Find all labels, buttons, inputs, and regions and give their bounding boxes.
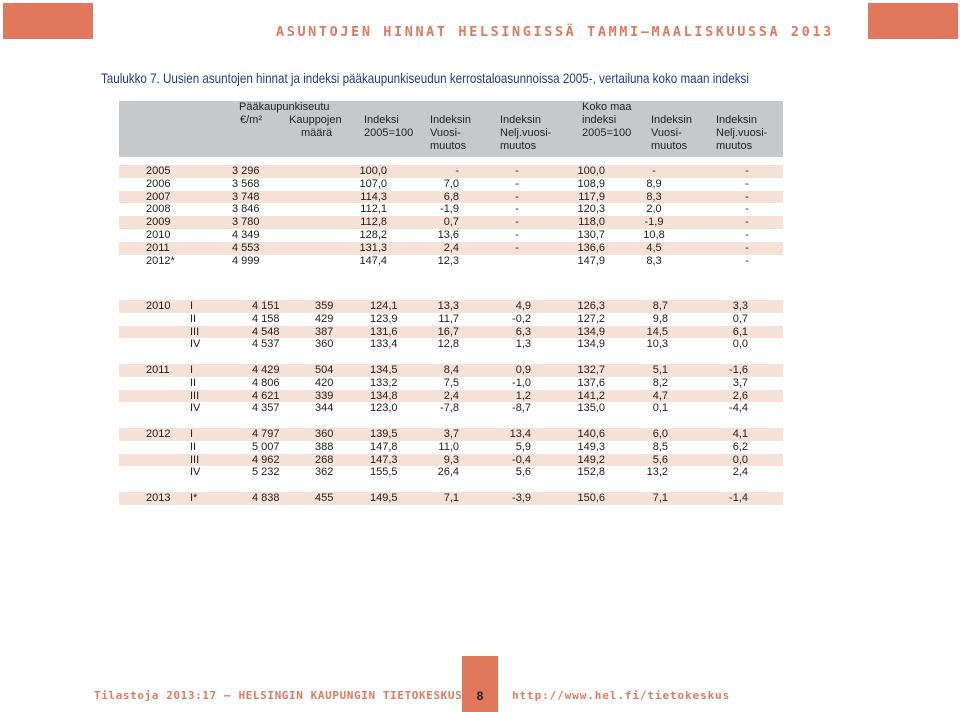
fi-quarter-change-cell: 2,6 xyxy=(732,389,748,402)
price-cell: 4 537 xyxy=(252,338,280,351)
quarter-change-cell: 5,6 xyxy=(515,466,531,479)
yoy-cell: 0,7 xyxy=(443,216,459,229)
quarter-cell: IV xyxy=(190,338,201,351)
group-spacer xyxy=(119,479,783,492)
fi-quarter-change-cell: - xyxy=(745,241,749,254)
fi-yoy-cell: 8,3 xyxy=(646,190,662,203)
fi-index-cell: 130,7 xyxy=(577,228,605,241)
fi-yoy-cell: 10,8 xyxy=(643,228,665,241)
price-cell: 4 158 xyxy=(252,312,280,325)
quarter-cell: II xyxy=(190,440,197,453)
fi-yoy-cell: 4,7 xyxy=(652,389,668,402)
count-cell: 360 xyxy=(315,338,334,351)
yoy-cell: 8,4 xyxy=(443,363,459,376)
quarter-cell: II xyxy=(190,376,197,389)
year-cell: 2010 xyxy=(146,228,171,241)
index-cell: 114,3 xyxy=(360,190,387,203)
header-fi-index-1: indeksi xyxy=(582,114,617,126)
price-cell: 4 999 xyxy=(232,254,260,267)
price-cell: 4 548 xyxy=(252,325,280,338)
fi-yoy-cell: 8,3 xyxy=(646,254,662,267)
fi-yoy-cell: 0,1 xyxy=(652,402,668,415)
table-row xyxy=(119,178,783,191)
header-fi-quarter-1: Indeksin xyxy=(716,114,757,126)
fi-index-cell: 120,3 xyxy=(577,203,605,216)
quarter-change-cell: 0,9 xyxy=(515,363,531,376)
yoy-cell: 7,5 xyxy=(443,376,459,389)
yoy-cell: -1,9 xyxy=(440,203,459,216)
yoy-cell: 11,0 xyxy=(438,440,459,453)
fi-quarter-change-cell: -1,6 xyxy=(729,363,748,376)
header-fi-yoy-1: Indeksin xyxy=(651,114,692,126)
fi-index-cell: 136,6 xyxy=(577,241,605,254)
index-cell: 100,0 xyxy=(359,165,387,177)
year-cell: 2012 xyxy=(146,427,171,440)
price-cell: 4 357 xyxy=(252,402,280,415)
quarter-cell: I xyxy=(190,427,194,440)
count-cell: 339 xyxy=(315,389,334,402)
yoy-cell: 9,3 xyxy=(443,453,459,466)
table-row xyxy=(119,255,783,268)
price-cell: 4 962 xyxy=(252,453,280,466)
index-cell: 123,9 xyxy=(370,312,398,325)
fi-index-cell: 118,0 xyxy=(578,216,605,229)
fi-yoy-cell: 5,6 xyxy=(652,453,668,466)
fi-index-cell: 140,6 xyxy=(577,427,605,440)
fi-index-cell: 147,9 xyxy=(577,254,605,267)
group-spacer xyxy=(119,351,783,364)
header-yoy-2: Vuosi- xyxy=(430,127,461,139)
index-cell: 149,5 xyxy=(370,491,398,504)
yoy-cell: 26,4 xyxy=(437,466,459,479)
price-cell: 3 296 xyxy=(232,165,260,177)
fi-quarter-change-cell: 0,0 xyxy=(732,338,748,351)
fi-index-cell: 135,0 xyxy=(577,402,605,415)
table-row xyxy=(119,326,783,339)
table-caption: Taulukko 7. Uusien asuntojen hinnat ja indeksi pääkaupunkiseudun kerrostaloasunnoissa 2005-, vertailuna koko maan indeksi xyxy=(101,70,749,86)
table-row xyxy=(119,229,783,242)
fi-quarter-change-cell: -1,4 xyxy=(729,491,748,504)
index-cell: 112,1 xyxy=(360,203,387,216)
year-cell: 2012* xyxy=(146,254,175,267)
fi-quarter-change-cell: - xyxy=(745,254,749,267)
yoy-cell: 16,7 xyxy=(437,325,459,338)
header-quarter-1: Indeksin xyxy=(500,114,541,126)
yoy-cell: 12,3 xyxy=(437,254,459,267)
fi-yoy-cell: 8,7 xyxy=(652,300,668,312)
quarter-change-cell: 1,3 xyxy=(515,338,531,351)
table-row xyxy=(119,454,783,467)
quarter-cell: IV xyxy=(190,466,201,479)
quarter-cell: IV xyxy=(190,402,201,415)
quarter-cell: I* xyxy=(190,491,198,504)
yoy-cell: 2,4 xyxy=(443,241,459,254)
fi-index-cell: 134,9 xyxy=(577,338,605,351)
fi-index-cell: 117,9 xyxy=(578,190,605,203)
table-row xyxy=(119,203,783,216)
price-cell: 4 806 xyxy=(252,376,280,389)
fi-yoy-cell: 14,5 xyxy=(646,325,668,338)
quarter-change-cell: 4,9 xyxy=(515,300,531,312)
quarter-cell: III xyxy=(190,389,200,402)
fi-quarter-change-cell: - xyxy=(745,203,749,216)
yoy-cell: 13,6 xyxy=(437,228,459,241)
table-row xyxy=(119,364,783,377)
price-cell: 5 232 xyxy=(252,466,280,479)
quarter-change-cell: - xyxy=(515,228,519,241)
fi-index-cell: 150,6 xyxy=(577,491,605,504)
header-quarter-2: Nelj.vuosi- xyxy=(500,127,552,139)
index-cell: 147,4 xyxy=(359,254,387,267)
fi-yoy-cell: -1,9 xyxy=(644,216,664,229)
corner-decoration-left xyxy=(3,3,93,39)
table-row xyxy=(119,441,783,454)
count-cell: 387 xyxy=(315,325,334,338)
fi-quarter-change-cell: - xyxy=(745,177,749,190)
quarter-change-cell: - xyxy=(515,241,519,254)
annual-table xyxy=(119,165,783,267)
table-row xyxy=(119,191,783,204)
quarter-change-cell: 6,3 xyxy=(515,325,531,338)
quarter-cell: III xyxy=(190,453,200,466)
quarter-cell: III xyxy=(190,325,200,338)
table-row xyxy=(119,390,783,403)
table-row xyxy=(119,242,783,255)
index-cell: 123,0 xyxy=(370,402,398,415)
quarter-change-cell: -0,4 xyxy=(512,453,531,466)
quarter-change-cell: - xyxy=(515,203,519,216)
fi-yoy-cell: - xyxy=(652,165,656,177)
table-row xyxy=(119,216,783,229)
yoy-cell: 7,1 xyxy=(443,491,459,504)
table-row xyxy=(119,300,783,313)
fi-quarter-change-cell: - xyxy=(745,228,749,241)
price-cell: 4 349 xyxy=(232,228,260,241)
year-cell: 2007 xyxy=(146,190,171,203)
header-index-1: Indeksi xyxy=(364,114,399,126)
fi-yoy-cell: 8,2 xyxy=(652,376,668,389)
count-cell: 504 xyxy=(315,363,334,376)
year-cell: 2006 xyxy=(146,177,171,190)
fi-quarter-change-cell: 3,7 xyxy=(732,376,748,389)
header-yoy-3: muutos xyxy=(430,140,467,152)
index-cell: 155,5 xyxy=(370,466,398,479)
count-cell: 455 xyxy=(315,491,334,504)
price-cell: 4 151 xyxy=(252,300,280,312)
header-index-2: 2005=100 xyxy=(364,127,414,139)
quarter-change-cell: - xyxy=(515,190,519,203)
fi-yoy-cell: 13,2 xyxy=(646,466,668,479)
count-cell: 420 xyxy=(315,376,334,389)
header-yoy-1: Indeksin xyxy=(430,114,471,126)
fi-index-cell: 134,9 xyxy=(577,325,605,338)
price-cell: 3 568 xyxy=(232,177,260,190)
quarter-change-cell: 1,2 xyxy=(515,389,531,402)
fi-yoy-cell: 8,9 xyxy=(646,177,662,190)
yoy-cell: 13,3 xyxy=(437,300,459,312)
table-row xyxy=(119,313,783,326)
group-spacer xyxy=(119,415,783,428)
index-cell: 112,8 xyxy=(360,216,387,229)
fi-yoy-cell: 5,1 xyxy=(652,363,668,376)
yoy-cell: 12,8 xyxy=(437,338,459,351)
year-cell: 2005 xyxy=(146,165,171,177)
fi-yoy-cell: 6,0 xyxy=(652,427,668,440)
count-cell: 359 xyxy=(315,300,334,312)
fi-quarter-change-cell: - xyxy=(745,190,749,203)
table-row xyxy=(119,377,783,390)
quarter-cell: I xyxy=(190,300,194,312)
fi-quarter-change-cell: 6,2 xyxy=(732,440,748,453)
quarter-change-cell: - xyxy=(515,177,519,190)
yoy-cell: 2,4 xyxy=(443,389,459,402)
year-cell: 2008 xyxy=(146,203,171,216)
fi-quarter-change-cell: 4,1 xyxy=(732,427,748,440)
table-row xyxy=(119,338,783,351)
price-cell: 3 748 xyxy=(232,190,260,203)
header-fi-yoy-3: muutos xyxy=(651,140,688,152)
fi-yoy-cell: 2,0 xyxy=(646,203,662,216)
count-cell: 362 xyxy=(315,466,334,479)
header-quarter-3: muutos xyxy=(500,140,537,152)
year-cell: 2013 xyxy=(146,491,171,504)
fi-yoy-cell: 9,8 xyxy=(652,312,668,325)
fi-quarter-change-cell: 0,0 xyxy=(732,453,748,466)
page-number: 8 xyxy=(476,689,484,703)
fi-index-cell: 132,7 xyxy=(577,363,605,376)
fi-yoy-cell: 10,3 xyxy=(646,338,668,351)
fi-quarter-change-cell: 3,3 xyxy=(732,300,748,312)
fi-quarter-change-cell: - xyxy=(745,216,749,229)
corner-decoration-right xyxy=(868,3,958,39)
footer-publication: Tilastoja 2013:17 — HELSINGIN KAUPUNGIN TIETOKESKUS xyxy=(94,689,463,702)
index-cell: 131,3 xyxy=(359,241,387,254)
fi-yoy-cell: 7,1 xyxy=(652,491,668,504)
header-group-capital-region: Pääkaupunkiseutu xyxy=(239,101,330,113)
year-cell: 2011 xyxy=(146,363,170,376)
fi-index-cell: 108,9 xyxy=(577,177,605,190)
index-cell: 134,8 xyxy=(370,389,398,402)
yoy-cell: 7,0 xyxy=(443,177,459,190)
footer-url[interactable]: http://www.hel.fi/tietokeskus xyxy=(512,689,731,702)
quarterly-table xyxy=(119,300,783,505)
table-row xyxy=(119,402,783,415)
price-cell: 5 007 xyxy=(252,440,280,453)
count-cell: 344 xyxy=(315,402,334,415)
year-cell: 2010 xyxy=(146,300,171,312)
table-row xyxy=(119,466,783,479)
quarter-cell: II xyxy=(190,312,197,325)
index-cell: 139,5 xyxy=(370,427,398,440)
page-title: ASUNTOJEN HINNAT HELSINGISSÄ TAMMI–MAALISKUUSSA 2013 xyxy=(276,24,834,40)
header-fi-quarter-3: muutos xyxy=(716,140,753,152)
fi-index-cell: 152,8 xyxy=(577,466,605,479)
yoy-cell: -7,8 xyxy=(440,402,459,415)
quarter-change-cell: -3,9 xyxy=(512,491,531,504)
quarter-change-cell: -1,0 xyxy=(512,376,531,389)
price-cell: 3 780 xyxy=(232,216,260,229)
fi-index-cell: 149,3 xyxy=(577,440,605,453)
index-cell: 147,8 xyxy=(370,440,398,453)
quarter-change-cell: 5,9 xyxy=(515,440,531,453)
price-cell: 4 838 xyxy=(252,491,280,504)
fi-index-cell: 126,3 xyxy=(577,300,605,312)
price-cell: 4 553 xyxy=(232,241,260,254)
year-cell: 2009 xyxy=(146,216,171,229)
quarter-change-cell: 13,4 xyxy=(509,427,531,440)
fi-quarter-change-cell: - xyxy=(745,165,749,177)
header-fi-yoy-2: Vuosi- xyxy=(651,127,682,139)
header-fi-quarter-2: Nelj.vuosi- xyxy=(716,127,768,139)
index-cell: 133,2 xyxy=(370,376,398,389)
price-cell: 3 846 xyxy=(232,203,260,216)
header-group-whole-country: Koko maa xyxy=(582,101,632,113)
fi-index-cell: 141,2 xyxy=(577,389,605,402)
quarter-change-cell: - xyxy=(515,216,519,229)
index-cell: 128,2 xyxy=(359,228,387,241)
quarter-cell: I xyxy=(190,363,194,376)
fi-quarter-change-cell: 0,7 xyxy=(732,312,748,325)
fi-yoy-cell: 4,5 xyxy=(646,241,662,254)
yoy-cell: - xyxy=(455,165,459,177)
fi-index-cell: 149,2 xyxy=(577,453,605,466)
count-cell: 388 xyxy=(315,440,334,453)
fi-quarter-change-cell: -4,4 xyxy=(729,402,748,415)
index-cell: 147,3 xyxy=(370,453,398,466)
header-sales-count-1: Kauppojen xyxy=(289,114,342,126)
quarter-change-cell: -0,2 xyxy=(512,312,531,325)
index-cell: 134,5 xyxy=(370,363,398,376)
header-sales-count-2: määrä xyxy=(301,127,333,139)
index-cell: 131,6 xyxy=(370,325,398,338)
fi-index-cell: 127,2 xyxy=(577,312,605,325)
fi-quarter-change-cell: 6,1 xyxy=(732,325,748,338)
count-cell: 268 xyxy=(315,453,334,466)
table-row xyxy=(119,492,783,505)
quarter-change-cell: -8,7 xyxy=(512,402,531,415)
price-cell: 4 621 xyxy=(252,389,280,402)
fi-index-cell: 137,6 xyxy=(577,376,605,389)
price-cell: 4 429 xyxy=(252,363,280,376)
page-number-box xyxy=(462,656,498,712)
header-price-per-m2: €/m² xyxy=(240,114,262,126)
count-cell: 429 xyxy=(315,312,334,325)
header-fi-index-2: 2005=100 xyxy=(582,127,632,139)
index-cell: 133,4 xyxy=(370,338,398,351)
yoy-cell: 3,7 xyxy=(443,427,459,440)
fi-yoy-cell: 8,5 xyxy=(652,440,668,453)
price-cell: 4 797 xyxy=(252,427,280,440)
yoy-cell: 11,7 xyxy=(438,312,459,325)
fi-index-cell: 100,0 xyxy=(577,165,605,177)
fi-quarter-change-cell: 2,4 xyxy=(732,466,748,479)
table-row xyxy=(119,428,783,441)
table-header xyxy=(119,101,783,157)
year-cell: 2011 xyxy=(146,241,170,254)
quarter-change-cell: - xyxy=(515,165,519,177)
table-row xyxy=(119,165,783,178)
index-cell: 124,1 xyxy=(370,300,398,312)
yoy-cell: 6,8 xyxy=(443,190,459,203)
count-cell: 360 xyxy=(315,427,334,440)
index-cell: 107,0 xyxy=(359,177,387,190)
